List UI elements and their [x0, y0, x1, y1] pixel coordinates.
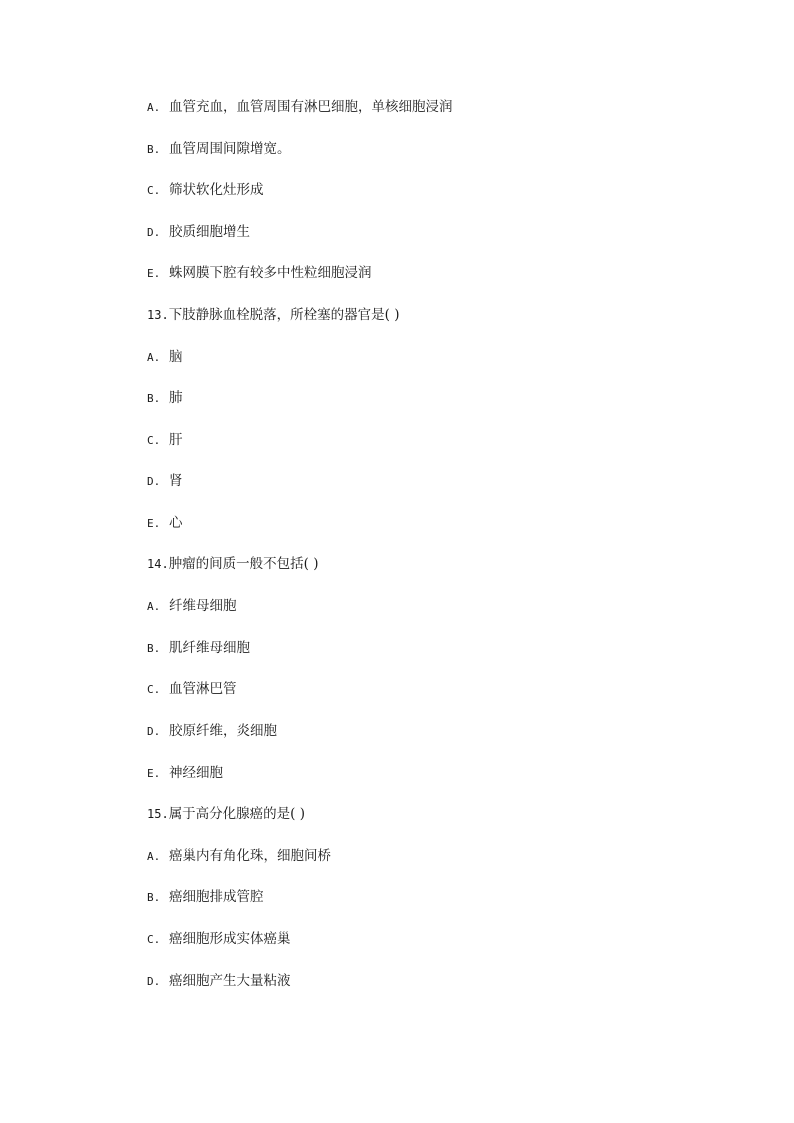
option-letter: A.: [147, 351, 161, 364]
option-text: 胶原纤维，炎细胞: [169, 723, 277, 739]
option-letter: A.: [147, 850, 161, 863]
q13-option-b: [147, 388, 183, 408]
option-text: 心: [169, 515, 183, 531]
option-text: 筛状软化灶形成: [169, 182, 264, 198]
option-letter: C.: [147, 933, 161, 946]
q14-option-e: [147, 763, 223, 783]
option-letter: E.: [147, 517, 161, 530]
question-text: 属于高分化腺癌的是( ): [168, 806, 306, 822]
option-text: 脑: [169, 349, 183, 365]
option-text: 癌巢内有角化珠，细胞间桥: [169, 848, 331, 864]
option-letter: C.: [147, 184, 161, 197]
q14-option-a: [147, 596, 237, 616]
option-letter: D.: [147, 226, 161, 239]
option-text: 血管周围间隙增宽。: [169, 141, 291, 157]
q15-option-c: [147, 929, 291, 949]
option-letter: B.: [147, 642, 161, 655]
q14-option-d: [147, 721, 277, 741]
option-text: 肺: [169, 390, 183, 406]
question-15-stem: [147, 804, 305, 824]
option-letter: A.: [147, 101, 161, 114]
option-prev-b: [147, 139, 291, 159]
q13-option-e: [147, 513, 183, 533]
question-13-stem: [147, 305, 400, 325]
option-letter: B.: [147, 891, 161, 904]
question-text: 下肢静脉血栓脱落，所栓塞的器官是( ): [168, 307, 400, 323]
option-letter: C.: [147, 683, 161, 696]
option-letter: C.: [147, 434, 161, 447]
q13-option-a: [147, 347, 183, 367]
option-letter: D.: [147, 475, 161, 488]
q15-option-a: [147, 846, 331, 866]
q15-option-b: [147, 887, 264, 907]
option-letter: D.: [147, 725, 161, 738]
option-text: 肝: [169, 432, 183, 448]
option-text: 癌细胞排成管腔: [169, 889, 264, 905]
q13-option-d: [147, 471, 183, 491]
option-prev-c: [147, 180, 264, 200]
option-prev-a: [147, 97, 453, 117]
option-text: 肾: [169, 473, 183, 489]
q14-option-b: [147, 638, 250, 658]
option-letter: D.: [147, 975, 161, 988]
option-text: 胶质细胞增生: [169, 224, 250, 240]
q13-option-c: [147, 430, 183, 450]
option-text: 蛛网膜下腔有较多中性粒细胞浸润: [169, 265, 372, 281]
q14-option-c: [147, 679, 237, 699]
option-letter: E.: [147, 767, 161, 780]
option-prev-e: [147, 263, 372, 283]
question-number: 15.: [147, 807, 169, 821]
option-text: 血管淋巴管: [169, 681, 237, 697]
question-number: 14.: [147, 557, 169, 571]
option-text: 血管充血，血管周围有淋巴细胞，单核细胞浸润: [169, 99, 453, 115]
option-prev-d: [147, 222, 250, 242]
question-14-stem: [147, 554, 319, 574]
q15-option-d: [147, 971, 291, 991]
option-text: 肌纤维母细胞: [169, 640, 250, 656]
option-text: 癌细胞产生大量粘液: [169, 973, 291, 989]
question-number: 13.: [147, 308, 169, 322]
option-text: 神经细胞: [169, 765, 223, 781]
option-letter: B.: [147, 143, 161, 156]
option-text: 癌细胞形成实体癌巢: [169, 931, 291, 947]
question-text: 肿瘤的间质一般不包括( ): [168, 556, 319, 572]
option-text: 纤维母细胞: [169, 598, 237, 614]
option-letter: A.: [147, 600, 161, 613]
option-letter: B.: [147, 392, 161, 405]
option-letter: E.: [147, 267, 161, 280]
